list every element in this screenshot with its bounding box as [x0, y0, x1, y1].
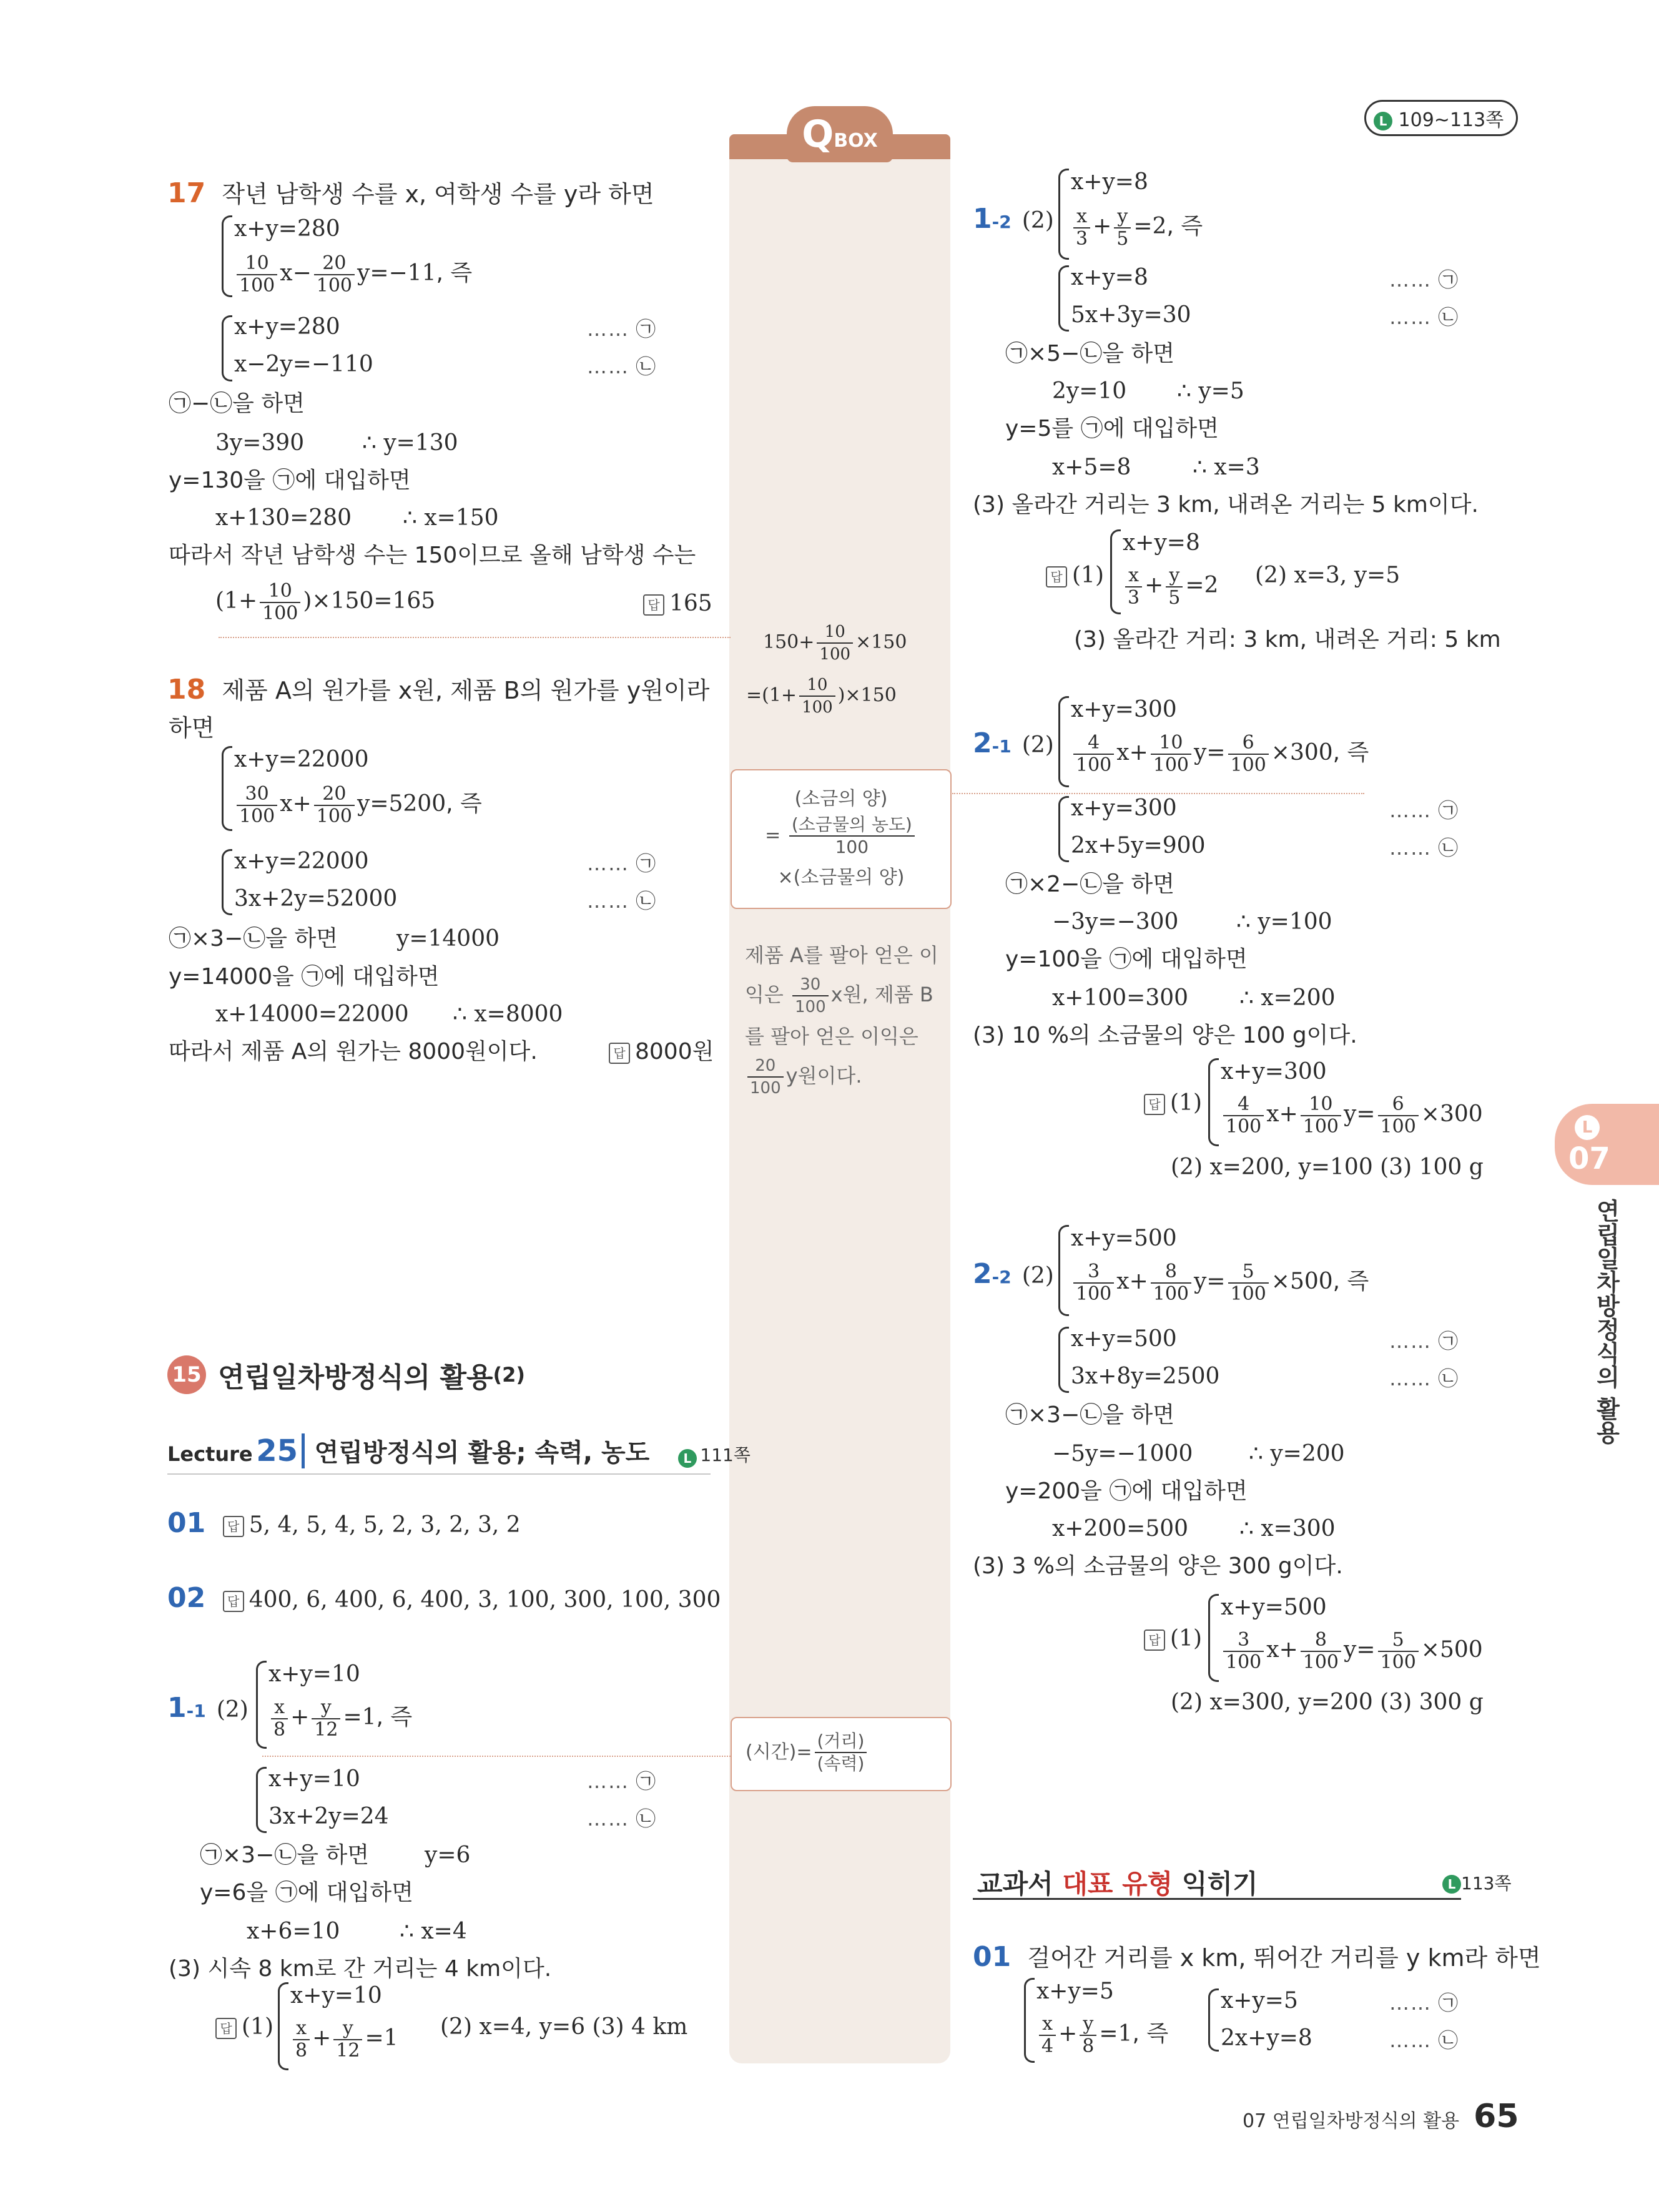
- step: ∴ x=4: [400, 1919, 467, 1944]
- problem-number: 18: [167, 674, 206, 705]
- chapter-side-tab: L 07: [1555, 1104, 1659, 1185]
- textbook-title-line: [973, 1898, 1461, 1900]
- equation: $\frac{3}{100}$ x+ $\frac{8}{100}$ y= $\frac{5}{100}$ ×500: [1221, 1630, 1483, 1673]
- step: y=5를 ㉠에 대입하면: [1005, 416, 1219, 441]
- answer: (2) x=300, y=200 (3) 300 g: [1171, 1689, 1484, 1715]
- equation: x+y=5: [1036, 1979, 1114, 2004]
- equation: x+y=300: [1071, 795, 1177, 821]
- step: x+200=500: [1052, 1516, 1189, 1541]
- eq-marker: …… ㉡: [587, 355, 656, 378]
- equation: x+y=500: [1221, 1595, 1327, 1620]
- system-brace: [222, 315, 232, 381]
- equation: $\frac{x}{3}$ + $\frac{y}{5}$ =2, 즉: [1071, 206, 1203, 250]
- system-brace: [1058, 696, 1069, 787]
- eq-marker: …… ㉠: [587, 852, 656, 875]
- problem-02: 02 답 400, 6, 400, 6, 400, 3, 100, 300, 100, 300: [167, 1582, 721, 1614]
- qbox-calc: =(1+ $\frac{10}{100}$ )×150: [746, 676, 897, 717]
- equation: x−2y=−110: [234, 351, 373, 377]
- equation: $\frac{4}{100}$ x+ $\frac{10}{100}$ y= $\frac{6}{100}$ ×300: [1221, 1094, 1483, 1138]
- system-brace: [222, 215, 232, 297]
- textbook-page: L 113쪽: [1442, 1870, 1512, 1895]
- qbox-profit-note: 제품 A를 팔아 얻은 이 익은 $\frac{30}{100}$ x원, 제품 B 를 팔아 얻은 이익은 $\frac{20}{100}$ y원이다.: [745, 943, 938, 1098]
- answer-icon: 답: [1046, 566, 1067, 587]
- step: (3) 올라간 거리는 3 km, 내려온 거리는 5 km이다.: [973, 492, 1479, 518]
- lecture-number: 25: [256, 1433, 305, 1468]
- eq-marker: …… ㉠: [1389, 799, 1459, 822]
- divider: [219, 637, 731, 638]
- answer-icon: 답: [1144, 1630, 1165, 1651]
- system-brace: [1208, 1988, 1219, 2052]
- system-brace: [278, 1982, 288, 2070]
- step: x+14000=22000: [215, 1001, 409, 1027]
- step: ∴ y=130: [362, 430, 458, 456]
- step: ∴ y=100: [1236, 909, 1332, 935]
- step: ∴ x=300: [1239, 1516, 1336, 1541]
- step: y=14000을 ㉠에 대입하면: [169, 964, 440, 990]
- textbook-01-intro: 01 걸어간 거리를 x km, 뛰어간 거리를 y km라 하면: [973, 1941, 1541, 1973]
- equation: x+y=300: [1071, 697, 1177, 722]
- equation: x+y=8: [1071, 169, 1148, 195]
- answer-icon: 답: [609, 1043, 630, 1064]
- step: (3) 3 %의 소금물의 양은 300 g이다.: [973, 1553, 1343, 1579]
- step: ㉠×5−㉡을 하면: [1005, 341, 1175, 366]
- answer-icon: 답: [643, 594, 664, 616]
- problem-18-intro-2: 하면: [169, 714, 215, 742]
- answer-icon: 답: [223, 1516, 244, 1537]
- problem-2-2: 2-2 (2): [973, 1258, 1054, 1290]
- problem-2-1: 2-1 (2): [973, 727, 1054, 759]
- problem-1-2: 1-2 (2): [973, 203, 1054, 235]
- step: ∴ x=3: [1193, 455, 1260, 480]
- problem-17-intro: 17 작년 남학생 수를 x, 여학생 수를 y라 하면: [167, 177, 654, 209]
- answer: (2) x=4, y=6 (3) 4 km: [440, 2014, 688, 2040]
- equation: $\frac{x}{8}$ + $\frac{y}{12}$ =1: [290, 2018, 398, 2062]
- system-brace: [222, 849, 232, 915]
- equation: $\frac{x}{3}$ + $\frac{y}{5}$ =2: [1123, 565, 1218, 609]
- equation: 3x+2y=24: [268, 1804, 389, 1829]
- eq-marker: …… ㉠: [587, 1769, 656, 1793]
- equation: $\frac{x}{4}$ + $\frac{y}{8}$ =1, 즉: [1036, 2013, 1168, 2057]
- equation: 3x+2y=52000: [234, 886, 398, 912]
- system-brace: [1024, 1978, 1035, 2063]
- equation: $\frac{10}{100}$ x− $\frac{20}{100}$ y=−11, 즉: [234, 253, 472, 297]
- eq-marker: …… ㉡: [587, 1807, 656, 1831]
- eq-marker: …… ㉠: [1389, 1329, 1459, 1353]
- answer: 답 8000원: [609, 1038, 714, 1066]
- equation: x+y=10: [290, 1983, 382, 2008]
- answer: 답 (1): [1046, 562, 1104, 589]
- step: ㉠×2−㉡을 하면: [1005, 872, 1175, 897]
- equation: 3x+8y=2500: [1071, 1364, 1220, 1389]
- answer: (2) x=3, y=5: [1255, 563, 1401, 588]
- step: y=200을 ㉠에 대입하면: [1005, 1478, 1248, 1504]
- section-title: 연립일차방정식의 활용: [218, 1362, 493, 1394]
- equation: x+y=22000: [234, 747, 369, 772]
- page-ref-pill: [1364, 100, 1518, 136]
- equation: x+y=280: [234, 216, 340, 242]
- answer-icon: 답: [215, 2018, 237, 2039]
- system-brace: [1058, 265, 1069, 332]
- equation: 2x+y=8: [1221, 2025, 1312, 2051]
- system-brace: [222, 746, 232, 831]
- eq-marker: …… ㉡: [1389, 836, 1459, 860]
- step: ∴ y=200: [1249, 1441, 1345, 1467]
- eq-marker: …… ㉡: [1389, 305, 1459, 329]
- equation: x+y=5: [1221, 1988, 1298, 2013]
- system-brace: [256, 1661, 267, 1749]
- lesson-icon: L: [678, 1449, 697, 1468]
- step: x+5=8: [1052, 455, 1131, 480]
- eq-marker: …… ㉡: [1389, 1367, 1459, 1390]
- equation: $\frac{30}{100}$ x+ $\frac{20}{100}$ y=5200, 즉: [234, 784, 482, 827]
- page-number: 65: [1474, 2098, 1519, 2135]
- step: ㉠×3−㉡을 하면: [169, 926, 338, 951]
- system-brace: [1058, 169, 1069, 260]
- equation: x+y=22000: [234, 848, 369, 874]
- answer-icon: 답: [223, 1591, 244, 1612]
- answer: 답 (1): [1144, 1625, 1202, 1653]
- system-brace: [1058, 796, 1069, 862]
- step: x+6=10: [247, 1919, 340, 1944]
- eq-marker: …… ㉠: [1389, 1991, 1459, 2015]
- step: ∴ y=5: [1177, 378, 1244, 404]
- answer: 답 (1): [215, 2013, 273, 2041]
- step: x+130=280: [215, 505, 352, 531]
- chapter-side-title: 연립일차방정식의 활용: [1592, 1199, 1620, 1445]
- step: ∴ x=8000: [453, 1001, 563, 1027]
- problem-1-1: 1-1 (2): [167, 1692, 249, 1724]
- eq-marker: …… ㉡: [1389, 2028, 1459, 2052]
- step: (1+ $\frac{10}{100}$ )×150=165: [215, 580, 436, 624]
- step: 3y=390: [215, 430, 305, 456]
- eq-marker: …… ㉡: [587, 889, 656, 913]
- step: y=14000: [396, 926, 500, 951]
- step: 따라서 작년 남학생 수는 150이므로 올해 남학생 수는: [169, 543, 696, 568]
- lesson-icon: L: [1442, 1875, 1461, 1894]
- answer: 답 165: [643, 590, 712, 617]
- step: ∴ x=200: [1239, 985, 1336, 1011]
- equation: $\frac{3}{100}$ x+ $\frac{8}{100}$ y= $\frac{5}{100}$ ×500, 즉: [1071, 1261, 1369, 1305]
- equation: 2x+5y=900: [1071, 833, 1206, 858]
- divider: [952, 793, 1364, 794]
- lesson-icon: L: [1374, 112, 1392, 130]
- lecture-underline: [167, 1473, 711, 1475]
- divider: [262, 1756, 731, 1757]
- system-brace: [1058, 1225, 1069, 1316]
- eq-marker: …… ㉠: [1389, 268, 1459, 292]
- answer-icon: 답: [1144, 1094, 1165, 1115]
- section-badge: 15: [167, 1355, 206, 1394]
- step: ㉠×3−㉡을 하면: [200, 1842, 370, 1868]
- step: x+100=300: [1052, 985, 1189, 1011]
- equation: $\frac{4}{100}$ x+ $\frac{10}{100}$ y= $\frac{6}{100}$ ×300, 즉: [1071, 732, 1369, 776]
- answer: 답 (1): [1144, 1089, 1202, 1117]
- step: (3) 시속 8 km로 간 거리는 4 km이다.: [169, 1956, 552, 1982]
- equation: x+y=500: [1071, 1226, 1177, 1251]
- lesson-icon: L: [1575, 1115, 1600, 1140]
- problem-01: 01 답 5, 4, 5, 4, 5, 2, 3, 2, 3, 2: [167, 1507, 521, 1539]
- step: y=6을 ㉠에 대입하면: [200, 1880, 413, 1905]
- step: ∴ x=150: [403, 505, 499, 531]
- qbox-logo: QBOX: [787, 106, 893, 162]
- step: y=6: [425, 1842, 471, 1868]
- page-ref: 109~113쪽: [1398, 109, 1504, 131]
- step: ㉠×3−㉡을 하면: [1005, 1402, 1175, 1428]
- equation: x+y=300: [1221, 1059, 1327, 1084]
- eq-marker: …… ㉠: [587, 317, 656, 341]
- step: −3y=−300: [1052, 909, 1179, 935]
- step: 따라서 제품 A의 원가는 8000원이다.: [169, 1039, 538, 1064]
- answer: (2) x=200, y=100 (3) 100 g: [1171, 1154, 1484, 1180]
- step: (3) 10 %의 소금물의 양은 100 g이다.: [973, 1023, 1357, 1048]
- qbox-calc: 150+ $\frac{10}{100}$ ×150: [763, 622, 907, 664]
- system-brace: [1110, 529, 1121, 614]
- equation: x+y=8: [1123, 530, 1200, 556]
- system-brace: [1208, 1594, 1219, 1682]
- textbook-section-title: 교과서 대표 유형 익히기: [977, 1869, 1258, 1899]
- step: −5y=−1000: [1052, 1441, 1193, 1467]
- section-header: 15 연립일차방정식의 활용(2): [167, 1355, 525, 1395]
- footer-chapter: 07 연립일차방정식의 활용: [1243, 2110, 1460, 2132]
- step: ㉠−㉡을 하면: [169, 391, 305, 416]
- equation: x+y=500: [1071, 1326, 1177, 1352]
- lecture-title: 연립방정식의 활용; 속력, 농도: [314, 1438, 650, 1467]
- problem-number: 17: [167, 177, 206, 209]
- system-brace: [1208, 1058, 1219, 1146]
- step: y=100을 ㉠에 대입하면: [1005, 946, 1248, 972]
- system-brace: [1058, 1327, 1069, 1393]
- system-brace: [256, 1767, 267, 1833]
- equation: 5x+3y=30: [1071, 302, 1191, 328]
- step: 2y=10: [1052, 378, 1127, 404]
- lecture-header: Lecture 25 연립방정식의 활용; 속력, 농도 L 111쪽: [167, 1433, 751, 1468]
- qbox-salt-formula: (소금의 양) = $\frac{\text{(소금물의 농도)}}{100}$ ×(소금물의 양): [731, 769, 952, 909]
- footer: [1243, 2098, 1519, 2135]
- equation: $\frac{x}{8}$ + $\frac{y}{12}$ =1, 즉: [268, 1697, 412, 1741]
- answer: (3) 올라간 거리: 3 km, 내려온 거리: 5 km: [1074, 627, 1501, 652]
- equation: x+y=10: [268, 1766, 360, 1792]
- step: y=130을 ㉠에 대입하면: [169, 468, 411, 493]
- equation: x+y=10: [268, 1661, 360, 1687]
- equation: x+y=8: [1071, 265, 1148, 290]
- qbox-time-formula: (시간)= $\frac{\text{(거리)}}{\text{(속력)}}$: [731, 1717, 952, 1791]
- equation: x+y=280: [234, 314, 340, 340]
- problem-18-intro: 18 제품 A의 원가를 x원, 제품 B의 원가를 y원이라: [167, 674, 710, 705]
